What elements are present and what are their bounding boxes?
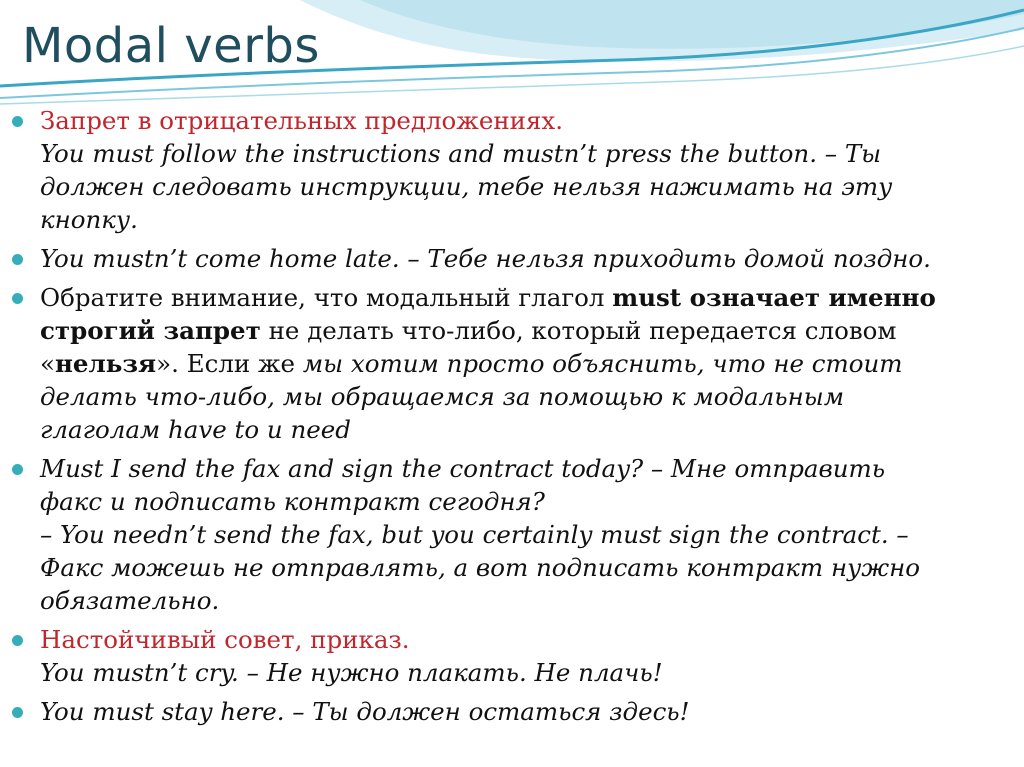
list-item bbox=[40, 242, 1015, 275]
bullet-icon bbox=[12, 635, 23, 646]
list-item bbox=[40, 281, 1015, 446]
item-line: You mustn’t cry. – Не нужно плакать. Не плачь! bbox=[40, 658, 663, 687]
list-item bbox=[40, 104, 1015, 236]
text-run: Обратите внимание, что модальный глагол bbox=[40, 283, 613, 312]
item-line: You must stay here. – Ты должен остаться здесь! bbox=[40, 697, 690, 726]
item-line: делать что-либо, мы обращаемся за помощью к модальным bbox=[40, 382, 845, 411]
item-line: обязательно. bbox=[40, 586, 220, 615]
bold-text: must означает именно bbox=[612, 283, 936, 312]
bold-text: нельзя bbox=[55, 349, 157, 378]
bullet-icon bbox=[12, 707, 23, 718]
slide-title: Modal verbs bbox=[22, 18, 320, 74]
item-heading: Запрет в отрицательных предложениях. bbox=[40, 106, 564, 135]
text-run: ». Если же bbox=[156, 349, 303, 378]
item-line: You mustn’t come home late. – Тебе нельзя приходить домой поздно. bbox=[40, 244, 931, 273]
item-line: кнопку. bbox=[40, 205, 138, 234]
item-line bbox=[40, 347, 1015, 380]
italic-text: мы хотим просто объяснить, что не стоит bbox=[302, 349, 903, 378]
item-line: должен следовать инструкции, тебе нельзя нажимать на эту bbox=[40, 172, 893, 201]
bullet-icon bbox=[12, 116, 23, 127]
list-item bbox=[40, 623, 1015, 689]
text-run: не делать что-либо, который передается словом bbox=[260, 316, 897, 345]
item-line: – You needn’t send the fax, but you certainly must sign the contract. – bbox=[40, 520, 909, 549]
item-line: факс и подписать контракт сегодня? bbox=[40, 487, 545, 516]
item-line bbox=[40, 281, 1015, 314]
item-line: Must I send the fax and sign the contract today? – Мне отправить bbox=[40, 454, 886, 483]
item-line bbox=[40, 314, 1015, 347]
bullet-icon bbox=[12, 293, 23, 304]
item-heading: Настойчивый совет, приказ. bbox=[40, 625, 410, 654]
item-line: You must follow the instructions and mustn’t press the button. – Ты bbox=[40, 139, 882, 168]
list-item bbox=[40, 452, 1015, 617]
bullet-icon bbox=[12, 464, 23, 475]
item-line: Факс можешь не отправлять, а вот подписать контракт нужно bbox=[40, 553, 921, 582]
text-run: « bbox=[40, 349, 55, 378]
list-item bbox=[40, 695, 1015, 728]
bullet-list bbox=[40, 104, 1015, 734]
item-line: глаголам have to и need bbox=[40, 415, 351, 444]
bold-text: строгий запрет bbox=[40, 316, 261, 345]
bullet-icon bbox=[12, 254, 23, 265]
